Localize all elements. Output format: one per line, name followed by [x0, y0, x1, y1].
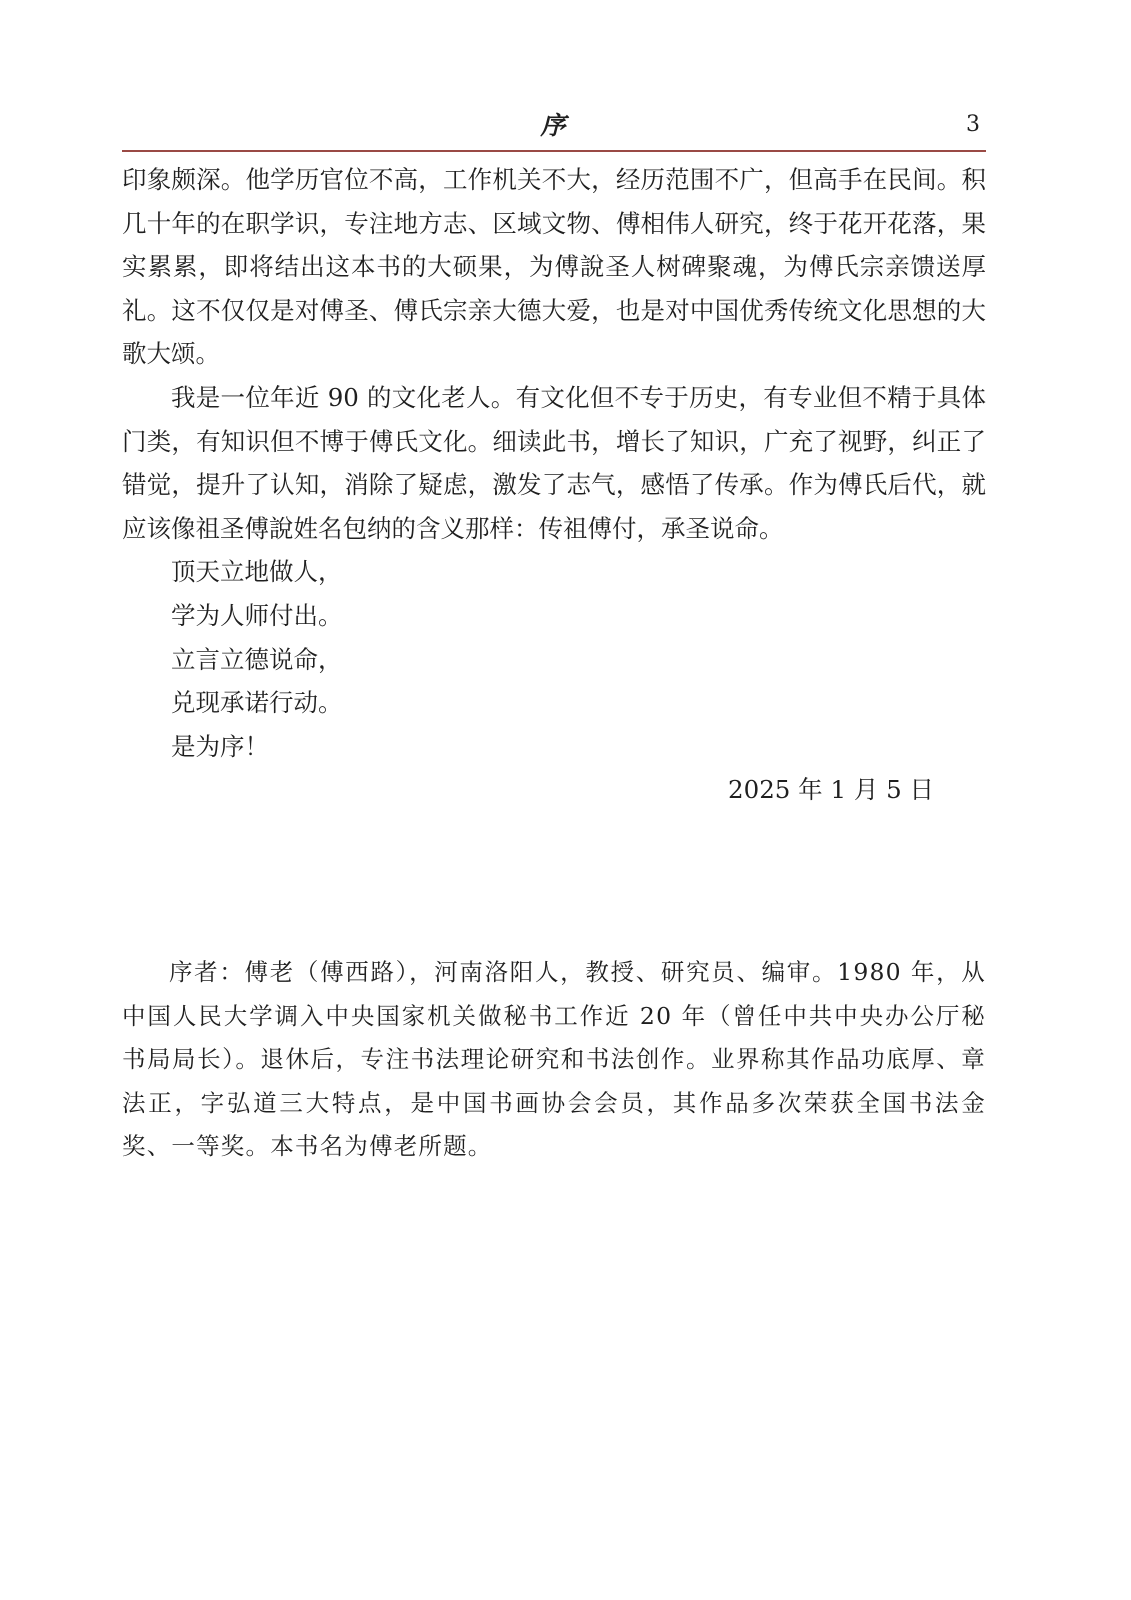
paragraph-author-reflection: 我是一位年近 90 的文化老人。有文化但不专于历史，有专业但不精于具体门类，有知识但不博于傅氏文化。细读此书，增长了知识，广充了视野，纠正了错觉，提升了认知，消除了疑虑，激发了志气，感悟了传承。作为傅氏后代，就应该像祖圣傅說姓名包纳的含义那样：传祖傅付，承圣说命。 — [122, 382, 986, 543]
paragraph-continued: 印象颇深。他学历官位不高，工作机关不大，经历范围不广，但高手在民间。积几十年的在职学识，专注地方志、区域文物、傅相伟人研究，终于花开花落，果实累累，即将结出这本书的大硕果，为傅說圣人树碑聚魂，为傅氏宗亲馈送厚礼。这不仅仅是对傅圣、傅氏宗亲大德大爱，也是对中国优秀传统文化思想的大歌大颂。 — [122, 165, 986, 369]
poem-line-3: 立言立德说命， — [171, 644, 343, 674]
page-number: 3 — [966, 112, 980, 137]
poem-line-2: 学为人师付出。 — [171, 600, 343, 630]
preface-body — [122, 158, 986, 812]
closing-line: 是为序！ — [171, 731, 269, 761]
author-biography: 序者：傅老（傅西路），河南洛阳人，教授、研究员、编审。1980 年，从中国人民大学调入中央国家机关做秘书工作近 20 年（曾任中共中央办公厅秘书局局长）。退休后，专注书法理论研究和书法创作。业界称其作品功底厚、章法正，字弘道三大特点，是中国书画协会会员，其作品多次荣获全国书法金奖、一等奖。本书名为傅老所题。 — [122, 958, 986, 1161]
poem-line-1: 顶天立地做人， — [171, 557, 343, 587]
chapter-title: 序 — [540, 111, 568, 140]
preface-date: 2025 年 1 月 5 日 — [728, 775, 934, 805]
running-header — [122, 104, 986, 152]
book-page — [122, 0, 986, 1600]
poem-line-4: 兑现承诺行动。 — [171, 688, 343, 718]
